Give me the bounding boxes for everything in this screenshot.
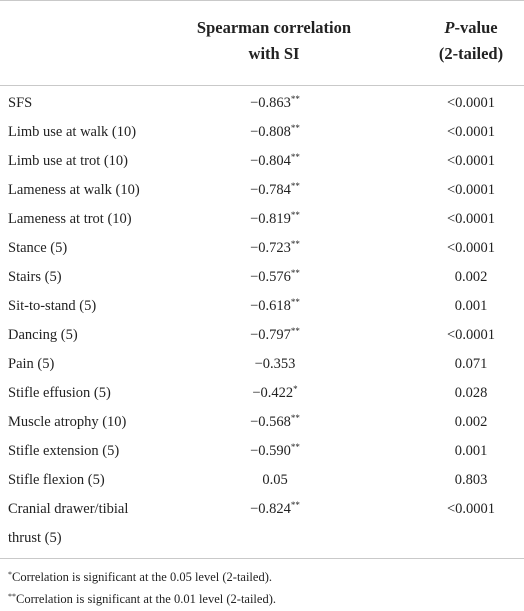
table-row (0, 292, 524, 321)
row-correlation: −0.618** (250, 297, 300, 314)
row-p-value: <0.0001 (446, 211, 496, 227)
row-label: Stifle flexion (5) (8, 472, 105, 488)
row-p-value: <0.0001 (446, 95, 496, 111)
row-p-value: 0.002 (454, 414, 488, 430)
footer-divider (0, 558, 524, 559)
significance-mark: ** (290, 442, 300, 452)
row-label: Limb use at trot (10) (8, 153, 129, 169)
table-row (0, 118, 524, 147)
table-row (0, 205, 524, 234)
table-row (0, 408, 524, 437)
row-correlation: −0.824** (250, 500, 300, 517)
footnote-2: **Correlation is significant at the 0.01 level (2-tailed). (8, 592, 276, 606)
table-row (0, 321, 524, 350)
row-p-value: <0.0001 (446, 124, 496, 140)
row-correlation: −0.422* (252, 384, 298, 401)
row-p-value: <0.0001 (446, 327, 496, 343)
significance-mark: ** (290, 413, 300, 423)
table-row (0, 379, 524, 408)
header-p-italic: P (444, 18, 455, 37)
table-row (0, 234, 524, 263)
row-label: Sit-to-stand (5) (8, 298, 97, 314)
row-p-value: 0.002 (454, 269, 488, 285)
significance-mark: ** (290, 94, 300, 104)
header-corr-line2: with SI (248, 44, 300, 63)
table-row (0, 147, 524, 176)
table-row (0, 263, 524, 292)
row-label: Stairs (5) (8, 269, 62, 285)
header-corr-line1: Spearman correlation (196, 18, 352, 37)
significance-mark: ** (290, 181, 300, 191)
row-label: Lameness at walk (10) (8, 182, 140, 198)
significance-mark: ** (290, 268, 300, 278)
header-spearman-correlation (170, 15, 378, 67)
row-label-line2: thrust (5) (8, 530, 62, 546)
row-p-value: <0.0001 (446, 153, 496, 169)
footnote-mark: ** (8, 592, 16, 601)
row-correlation: 0.05 (262, 472, 288, 488)
footnote-mark: * (8, 570, 12, 579)
row-correlation: −0.590** (250, 442, 300, 459)
header-p-value (415, 15, 524, 67)
header-p-line2: (2-tailed) (438, 44, 504, 63)
row-correlation: −0.797** (250, 326, 300, 343)
table-header (0, 0, 524, 86)
table-row (0, 89, 524, 118)
row-correlation: −0.568** (250, 413, 300, 430)
row-p-value: 0.001 (454, 443, 488, 459)
table-row (0, 350, 524, 379)
row-correlation: −0.819** (250, 210, 300, 227)
row-p-value: 0.071 (454, 356, 488, 372)
row-label: Dancing (5) (8, 327, 78, 343)
table-row (0, 176, 524, 205)
table-row (0, 495, 524, 553)
row-p-value: 0.028 (454, 385, 488, 401)
row-label: Limb use at walk (10) (8, 124, 137, 140)
row-p-value: <0.0001 (446, 501, 496, 517)
row-p-value: 0.001 (454, 298, 488, 314)
row-label: Stifle effusion (5) (8, 385, 111, 401)
significance-mark: ** (290, 239, 300, 249)
table-row (0, 466, 524, 495)
header-p-line1 (415, 15, 524, 41)
row-label: Stifle extension (5) (8, 443, 120, 459)
significance-mark: ** (290, 152, 300, 162)
row-correlation: −0.863** (250, 94, 300, 111)
row-correlation: −0.576** (250, 268, 300, 285)
significance-mark: ** (290, 500, 300, 510)
row-p-value: 0.803 (454, 472, 488, 488)
significance-mark: ** (290, 326, 300, 336)
row-label-line1: Cranial drawer/tibial (8, 501, 129, 517)
row-correlation: −0.784** (250, 181, 300, 198)
row-correlation: −0.353 (254, 356, 296, 372)
table-body (0, 89, 524, 553)
row-correlation: −0.723** (250, 239, 300, 256)
row-label: SFS (8, 95, 33, 111)
footnote-1: *Correlation is significant at the 0.05 level (2-tailed). (8, 570, 272, 584)
row-label (8, 495, 188, 553)
row-correlation: −0.804** (250, 152, 300, 169)
row-p-value: <0.0001 (446, 182, 496, 198)
table-row (0, 437, 524, 466)
significance-mark: * (293, 384, 298, 394)
row-label: Lameness at trot (10) (8, 211, 132, 227)
row-label: Muscle atrophy (10) (8, 414, 127, 430)
significance-mark: ** (290, 297, 300, 307)
row-p-value: <0.0001 (446, 240, 496, 256)
row-correlation: −0.808** (250, 123, 300, 140)
row-label: Pain (5) (8, 356, 55, 372)
significance-mark: ** (290, 210, 300, 220)
footnotes (8, 567, 276, 611)
significance-mark: ** (290, 123, 300, 133)
row-label: Stance (5) (8, 240, 68, 256)
header-p-rest: -value (454, 18, 498, 37)
